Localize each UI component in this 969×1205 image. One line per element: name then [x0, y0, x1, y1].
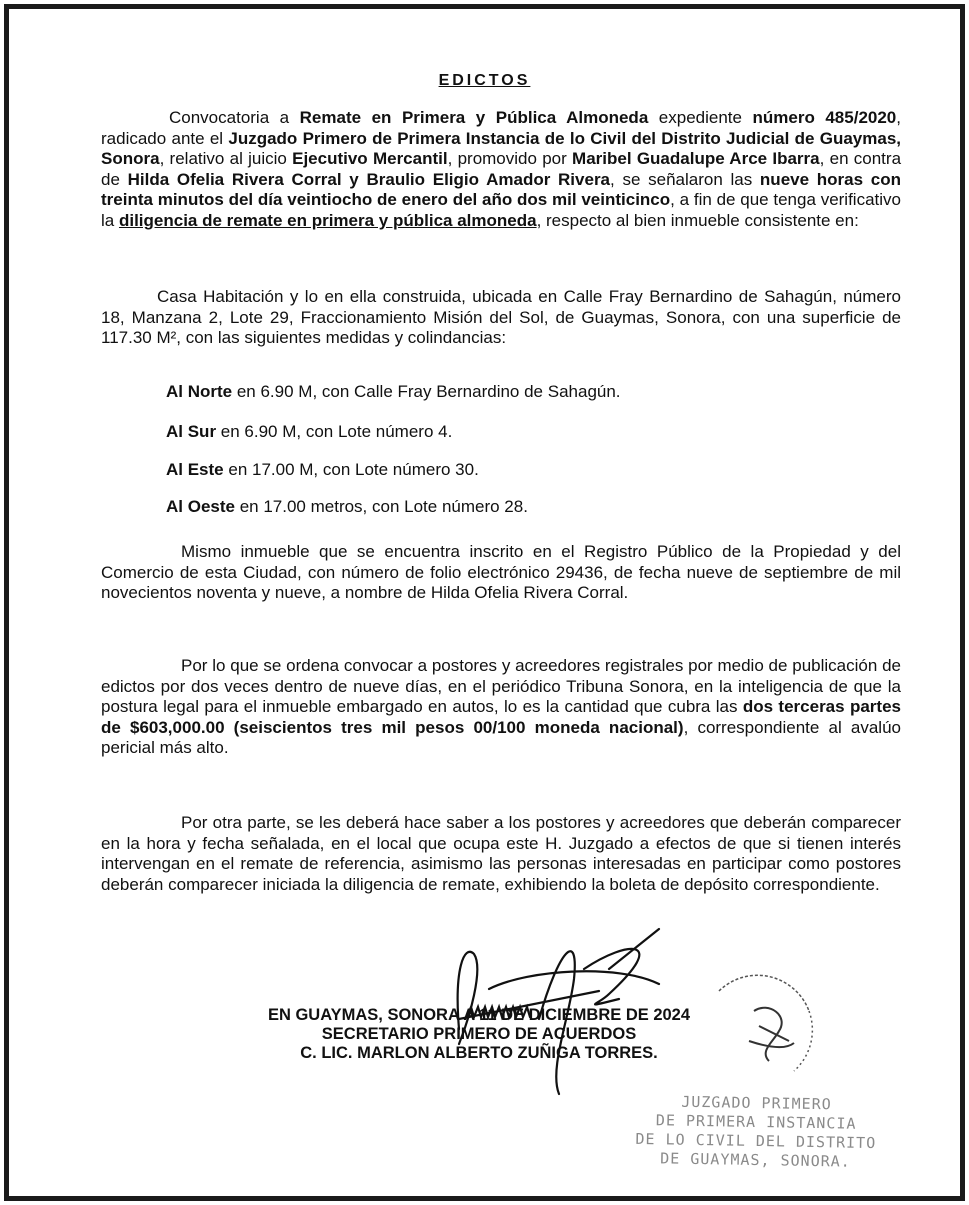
paragraph-property: Casa Habitación y lo en ella construida, ubicada en Calle Fray Bernardino de Sahagún, número 18, Manzana 2, Lote 29, Fraccionamiento Misión del Sol, de Guaymas, Sonora, con una superficie de 117.30 M², con las siguientes medidas y colindancias:	[101, 287, 901, 348]
text-span: expediente	[648, 108, 753, 127]
boundary-label: Al Sur	[166, 422, 217, 441]
boundary-label: Al Este	[166, 460, 224, 479]
boundary-text: en 6.90 M, con Lote número 4.	[216, 422, 453, 441]
boundary-label: Al Oeste	[166, 497, 235, 516]
stamp-line: JUZGADO PRIMERO	[681, 1092, 832, 1114]
plaintiff-name: Maribel Guadalupe Arce Ibarra	[572, 149, 820, 169]
court-name: Juzgado Primero de Primera Instancia de lo Civil del Distrito Judicial de Guaymas, Sonora	[101, 128, 901, 169]
bold-span: Ejecutivo Mercantil	[292, 149, 448, 169]
underlined-span: diligencia de remate en primera y pública almoneda	[118, 210, 537, 230]
text-span: Convocatoria a	[169, 108, 300, 127]
closing-line-name: C. LIC. MARLON ALBERTO ZUÑIGA TORRES.	[300, 1044, 658, 1062]
case-number: número 485/2020	[752, 108, 897, 127]
signature-image	[429, 909, 689, 1099]
boundary-east	[166, 460, 479, 480]
text-span: , se señalaron las	[610, 169, 760, 189]
bold-span: Remate en Primera y Pública Almoneda	[299, 108, 649, 127]
text-span: , radicado ante el	[101, 108, 901, 148]
paragraph-registry: Mismo inmueble que se encuentra inscrito en el Registro Público de la Propiedad y del Comercio de esta Ciudad, con número de folio electrónico 29436, de fecha nueve de septiembre de mil novecientos noventa y nueve, a nombre de Hilda Ofelia Rivera Corral.	[101, 542, 901, 603]
closing-line-position: SECRETARIO PRIMERO DE ACUERDOS	[321, 1025, 637, 1043]
text-span: , a fin de que tenga verificativo la	[101, 190, 901, 230]
closing-line-place-date: EN GUAYMAS, SONORA A 11 DE DICIEMBRE DE 2024	[267, 1006, 691, 1024]
stamp-line: DE LO CIVIL DEL DISTRITO	[635, 1129, 877, 1153]
boundary-west	[166, 497, 528, 517]
text-span: , correspondiente al avalúo pericial más alto.	[101, 717, 901, 758]
text-span: , en contra de	[101, 149, 902, 189]
bold-span: dos terceras partes de $603,000.00 (seiscientos tres mil pesos 00/100 moneda nacional)	[101, 697, 901, 737]
defendant-names: Hilda Ofelia Rivera Corral y Braulio Eligio Amador Rivera	[127, 169, 611, 189]
paragraph-order	[101, 656, 901, 759]
hearing-date: nueve horas con treinta minutos del día veintiocho de enero del año dos mil veinticinco	[101, 169, 901, 210]
text-span: Por lo que se ordena convocar a postores y acreedores registrales por medio de publicación de edictos por dos veces dentro de nueve días, en el periódico Tribuna Sonora, en la inteligencia de que la postura legal para el inmueble embargado en autos, lo es la cantidad que cubra las	[101, 656, 901, 717]
paragraph-convocatoria	[101, 108, 901, 232]
boundary-text: en 17.00 M, con Lote número 30.	[223, 460, 479, 479]
boundary-text: en 17.00 metros, con Lote número 28.	[234, 497, 528, 516]
court-stamp	[620, 1092, 891, 1173]
document-frame	[4, 4, 965, 1201]
text-span: , promovido por	[447, 149, 573, 169]
paragraph-notice: Por otra parte, se les deberá hace saber a los postores y acreedores que deberán comparecer en la hora y fecha señalada, en el local que ocupa este H. Juzgado a efectos de que si tienen interés intervengan en el remate de referencia, asimismo las personas interesadas en participar como postores deberán comparecer iniciada la diligencia de remate, exhibiendo la boleta de depósito correspondiente.	[101, 813, 901, 894]
boundary-north	[166, 382, 621, 402]
stamp-line: DE PRIMERA INSTANCIA	[655, 1111, 857, 1133]
document-title: EDICTOS	[438, 72, 531, 89]
boundary-south	[166, 422, 452, 442]
boundary-text: en 6.90 M, con Calle Fray Bernardino de Sahagún.	[232, 382, 621, 401]
text-span: , respecto al bien inmueble consistente en:	[536, 210, 859, 230]
stamp-line: DE GUAYMAS, SONORA.	[660, 1149, 851, 1171]
closing-signature-block	[179, 1006, 779, 1063]
boundary-label: Al Norte	[166, 382, 233, 401]
text-span: , relativo al juicio	[159, 149, 293, 169]
